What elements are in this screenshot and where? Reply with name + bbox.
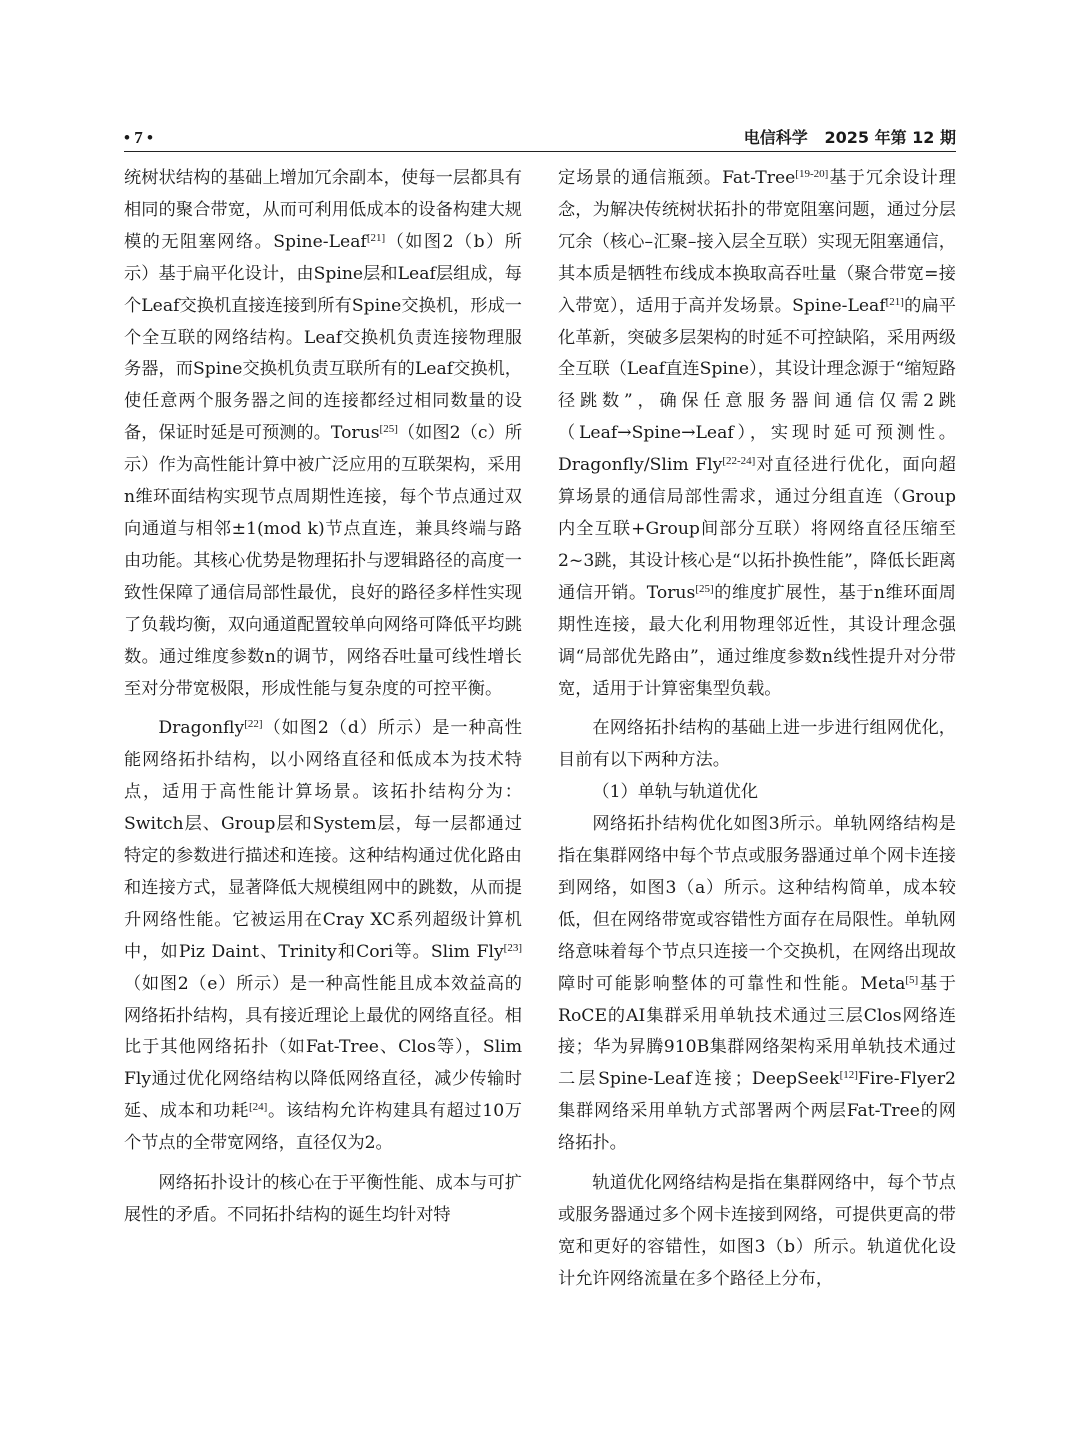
right-paragraph-1: 定场景的通信瓶颈。Fat-Tree[19-20]基于冗余设计理念，为解决传统树状拓扑的带宽阻塞问题，通过分层冗余（核心–汇聚–接入层全互联）实现无阻塞通信，其本质是牺牲布线成本换取高吞吐量（聚合带宽=接入带宽），适用于高并发场景。Spine-Leaf[21]的扁平化革新，突破多层架构的时延不可控缺陷，采用两级全互联（Leaf直连Spine），其设计理念源于“缩短路径跳数”，确保任意服务器间通信仅需2跳（Leaf→Spine→Leaf），实现时延可预测性。Dragonfly/Slim Fly[22-24]对直径进行优化，面向超算场景的通信局部性需求，通过分组直连（Group内全互联+Group间部分互联）将网络直径压缩至2~3跳，其设计核心是“以拓扑换性能”，降低长距离通信开销。Torus[25]的维度扩展性，基于n维环面周期性连接，最大化利用物理邻近性，其设计理念强调“局部优先路由”，通过维度参数n线性提升对分带宽，适用于计算密集型负载。	[558, 168, 956, 699]
citation: [12]	[839, 1069, 858, 1082]
citation: [5]	[905, 973, 919, 986]
running-header	[124, 126, 956, 152]
citation: [21]	[885, 295, 904, 308]
citation: [21]	[366, 231, 386, 244]
citation: [24]	[249, 1101, 268, 1114]
left-paragraph-2: Dragonfly[22]（如图2（d）所示）是一种高性能网络拓扑结构，以小网络直径和低成本为技术特点，适用于高性能计算场景。该拓扑结构分为：Switch层、Group层和System层，每一层都通过特定的参数进行描述和连接。这种结构通过优化路由和连接方式，显著降低大规模组网中的跳数，从而提升网络性能。它被运用在Cray XC系列超级计算机中，如Piz Daint、Trinity和Cori等。Slim Fly[23]（如图2（e）所示）是一种高性能且成本效益高的网络拓扑结构，具有接近理论上最优的网络直径。相比于其他网络拓扑（如Fat-Tree、Clos等），Slim Fly通过优化网络结构以降低网络直径，减少传输时延、成本和功耗[24]。该结构允许构建具有超过10万个节点的全带宽网络，直径仅为2。	[124, 718, 522, 1154]
citation: [22]	[244, 718, 263, 731]
citation: [23]	[503, 941, 522, 954]
left-column	[124, 163, 522, 1232]
right-paragraph-4: 网络拓扑结构优化如图3所示。单轨网络结构是指在集群网络中每个节点或服务器通过单个网卡连接到网络，如图3（a）所示。这种结构简单，成本较低，但在网络带宽或容错性方面存在局限性。单轨网络意味着每个节点只连接一个交换机，在网络出现故障时可能影响整体的可靠性和性能。Meta[5]基于RoCE的AI集群采用单轨技术通过三层Clos网络连接；华为昇腾910B集群网络架构采用单轨技术通过二层Spine-Leaf连接；DeepSeek[12]Fire-Flyer2集群网络采用单轨方式部署两个两层Fat-Tree的网络拓扑。	[558, 814, 956, 1154]
citation: [25]	[379, 423, 398, 436]
section-heading-rail: （1）单轨与轨道优化	[592, 782, 759, 803]
right-paragraph-5: 轨道优化网络结构是指在集群网络中，每个节点或服务器通过多个网卡连接到网络，可提供更高的带宽和更好的容错性，如图3（b）所示。轨道优化设计允许网络流量在多个路径上分布，	[558, 1173, 956, 1289]
header-rule	[124, 151, 956, 152]
citation: [22-24]	[722, 455, 756, 468]
left-paragraph-1: 统树状结构的基础上增加冗余副本，使每一层都具有相同的聚合带宽，从而可利用低成本的设备构建大规模的无阻塞网络。Spine-Leaf[21]（如图2（b）所示）基于扁平化设计，由Spine层和Leaf层组成，每个Leaf交换机直接连接到所有Spine交换机，形成一个全互联的网络结构。Leaf交换机负责连接物理服务器，而Spine交换机负责互联所有的Leaf交换机，使任意两个服务器之间的连接都经过相同数量的设备，保证时延是可预测的。Torus[25]（如图2（c）所示）作为高性能计算中被广泛应用的互联架构，采用n维环面结构实现节点周期性连接，每个节点通过双向通道与相邻±1(mod k)节点直连，兼具终端与路由功能。其核心优势是物理拓扑与逻辑路径的高度一致性保障了通信局部性最优，良好的路径多样性实现了负载均衡，双向通道配置较单向网络可降低平均跳数。通过维度参数n的调节，网络吞吐量可线性增长至对分带宽极限，形成性能与复杂度的可控平衡。	[124, 168, 523, 699]
left-paragraph-3: 网络拓扑设计的核心在于平衡性能、成本与可扩展性的矛盾。不同拓扑结构的诞生均针对特	[124, 1173, 522, 1225]
right-column	[558, 163, 956, 1296]
page-number: • 7 •	[124, 128, 153, 147]
citation: [25]	[695, 582, 714, 595]
journal-issue: 电信科学 2025 年第 12 期	[743, 128, 956, 147]
citation: [19-20]	[795, 168, 829, 180]
right-paragraph-2: 在网络拓扑结构的基础上进一步进行组网优化，目前有以下两种方法。	[558, 718, 956, 771]
